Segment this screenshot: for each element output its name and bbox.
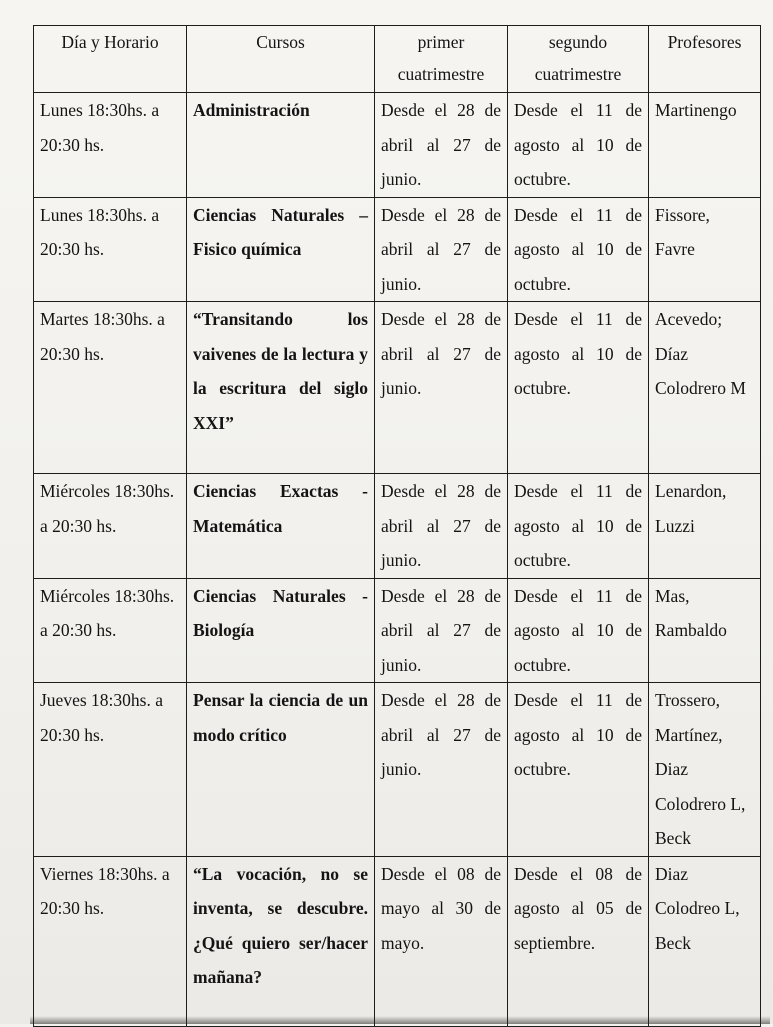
second-term-cell: Desde el 11 de agosto al 10 de octubre. — [508, 578, 649, 683]
header-first-term: primer cuatrimestre — [375, 26, 508, 93]
first-term-cell: Desde el 28 de abril al 27 de junio. — [375, 197, 508, 302]
day-cell: Lunes 18:30hs. a 20:30 hs. — [34, 93, 187, 198]
course-cell: Ciencias Naturales - Biología — [187, 578, 375, 683]
second-term-cell: Desde el 11 de agosto al 10 de octubre. — [508, 197, 649, 302]
professors-cell: Diaz Colodreo L, Beck — [649, 856, 761, 1026]
course-cell: Ciencias Exactas - Matemática — [187, 474, 375, 579]
table-row — [34, 578, 761, 683]
day-cell: Lunes 18:30hs. a 20:30 hs. — [34, 197, 187, 302]
table-row — [34, 302, 761, 474]
table-row — [34, 474, 761, 579]
table-row — [34, 856, 761, 1026]
header-course: Cursos — [187, 26, 375, 93]
first-term-cell: Desde el 28 de abril al 27 de junio. — [375, 683, 508, 857]
day-cell: Viernes 18:30hs. a 20:30 hs. — [34, 856, 187, 1026]
table-row — [34, 197, 761, 302]
professors-cell: Fissore, Favre — [649, 197, 761, 302]
course-cell: “La vocación, no se inventa, se descubre. ¿Qué quiero ser/hacer mañana? — [187, 856, 375, 1026]
day-cell: Jueves 18:30hs. a 20:30 hs. — [34, 683, 187, 857]
table-row — [34, 93, 761, 198]
header-day: Día y Horario — [34, 26, 187, 93]
course-cell: “Transitando los vaivenes de la lectura y la escritura del siglo XXI” — [187, 302, 375, 474]
first-term-cell: Desde el 08 de mayo al 30 de mayo. — [375, 856, 508, 1026]
day-cell: Martes 18:30hs. a 20:30 hs. — [34, 302, 187, 474]
second-term-cell: Desde el 11 de agosto al 10 de octubre. — [508, 683, 649, 857]
header-row — [34, 26, 761, 93]
day-cell: Miércoles 18:30hs. a 20:30 hs. — [34, 474, 187, 579]
day-cell: Miércoles 18:30hs. a 20:30 hs. — [34, 578, 187, 683]
professors-cell: Mas, Rambaldo — [649, 578, 761, 683]
second-term-cell: Desde el 11 de agosto al 10 de octubre. — [508, 93, 649, 198]
second-term-cell: Desde el 08 de agosto al 05 de septiembre. — [508, 856, 649, 1026]
page-bottom-shadow — [30, 1016, 770, 1024]
second-term-cell: Desde el 11 de agosto al 10 de octubre. — [508, 474, 649, 579]
course-schedule-table — [33, 25, 761, 1027]
header-second-term: segundo cuatrimestre — [508, 26, 649, 93]
first-term-cell: Desde el 28 de abril al 27 de junio. — [375, 474, 508, 579]
professors-cell: Martinengo — [649, 93, 761, 198]
course-cell: Ciencias Naturales – Fisico química — [187, 197, 375, 302]
second-term-cell: Desde el 11 de agosto al 10 de octubre. — [508, 302, 649, 474]
course-cell: Pensar la ciencia de un modo crítico — [187, 683, 375, 857]
table-row — [34, 683, 761, 857]
professors-cell: Acevedo; Díaz Colodrero M — [649, 302, 761, 474]
first-term-cell: Desde el 28 de abril al 27 de junio. — [375, 302, 508, 474]
first-term-cell: Desde el 28 de abril al 27 de junio. — [375, 578, 508, 683]
first-term-cell: Desde el 28 de abril al 27 de junio. — [375, 93, 508, 198]
professors-cell: Lenardon, Luzzi — [649, 474, 761, 579]
header-professors: Profesores — [649, 26, 761, 93]
professors-cell: Trossero, Martínez, Diaz Colodrero L, Beck — [649, 683, 761, 857]
course-cell: Administración — [187, 93, 375, 198]
